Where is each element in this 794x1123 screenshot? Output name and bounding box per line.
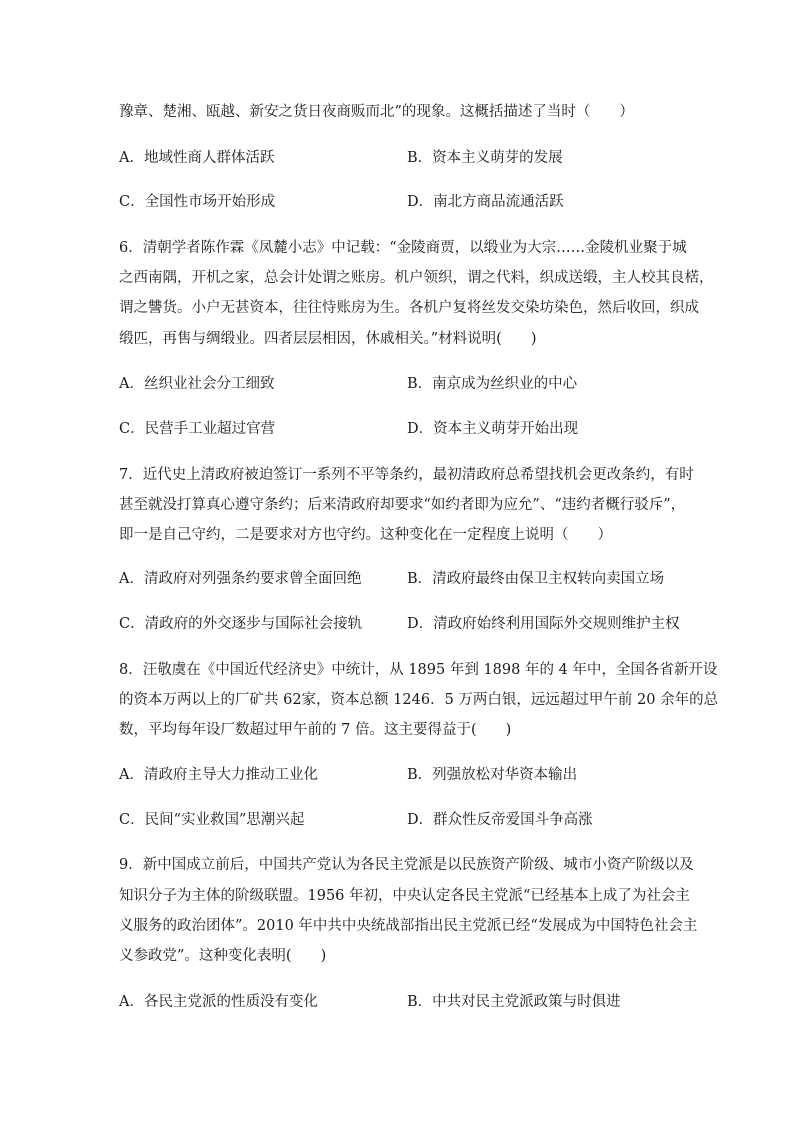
- q8-option-c: C．民间“实业救国”思潮兴起: [119, 812, 305, 828]
- q7-stem-line-3: 即一是自己守约，二是要求对方也守约。这种变化在一定程度上说明（ ）: [119, 527, 612, 543]
- q5-stem-tail: 豫章、楚湘、瓯越、新安之货日夜商贩而北”的现象。这概括描述了当时（ ）: [119, 104, 634, 120]
- q5-option-d: D．南北方商品流通活跃: [407, 194, 564, 210]
- q6-option-d: D．资本主义萌芽开始出现: [407, 421, 579, 437]
- q7-stem-line-2: 甚至就没打算真心遵守条约；后来清政府却要求“如约者即为应允”、“违约者概行驳斥”，: [119, 497, 686, 513]
- q9-stem-line-2: 知识分子为主体的阶级联盟。1956 年初，中央认定各民主党派“已经基本上成了为社会主: [119, 888, 690, 904]
- q8-option-d: D．群众性反帝爱国斗争高涨: [407, 812, 593, 828]
- q9-option-b: B．中共对民主党派政策与时俱进: [407, 994, 621, 1010]
- q5-option-a: A．地域性商人群体活跃: [119, 150, 275, 166]
- q6-option-a: A．丝织业社会分工细致: [119, 376, 275, 392]
- q6-stem-line-3: 谓之讐货。小户无甚资本，往往恃账房为生。各机户复将丝发交染坊染色，然后收回，织成: [119, 300, 699, 316]
- q7-option-b: B．清政府最终由保卫主权转向卖国立场: [407, 571, 665, 587]
- q9-stem-line-4: 义参政党”。这种变化表明( ): [119, 948, 327, 964]
- q6-option-b: B．南京成为丝织业的中心: [407, 376, 578, 392]
- q8-stem-line-1: 8．汪敬虞在《中国近代经济史》中统计，从 1895 年到 1898 年的 4 年中，全国各省新开设: [119, 662, 718, 678]
- q5-option-c: C．全国性市场开始形成: [119, 194, 276, 210]
- q7-option-d: D．清政府始终利用国际外交规则维护主权: [407, 616, 680, 632]
- q9-stem-line-1: 9．新中国成立前后，中国共产党认为各民主党派是以民族资产阶级、城市小资产阶级以及: [119, 857, 694, 873]
- q7-option-c: C．清政府的外交逐步与国际社会接轨: [119, 616, 363, 632]
- q7-stem-line-1: 7．近代史上清政府被迫签订一系列不平等条约，最初清政府总希望找机会更改条约，有时: [119, 467, 694, 483]
- q8-option-b: B．列强放松对华资本输出: [407, 767, 578, 783]
- q6-stem-line-4: 缎匹，再售与绸缎业。四者层层相因，休戚相关。”材料说明( ): [119, 331, 537, 347]
- q7-option-a: A．清政府对列强条约要求曾全面回绝: [119, 571, 362, 587]
- q5-option-b: B．资本主义萌芽的发展: [407, 150, 563, 166]
- q8-stem-line-3: 数，平均每年设厂数超过甲午前的 7 倍。这主要得益于( ): [119, 722, 512, 738]
- q8-option-a: A．清政府主导大力推动工业化: [119, 767, 318, 783]
- q8-stem-line-2: 的资本万两以上的厂矿共 62家，资本总额 1246．5 万两白银，远远超过甲午前 20 余年的总: [119, 692, 719, 708]
- q9-stem-line-3: 义服务的政治团体”。2010 年中共中央统战部指出民主党派已经“发展成为中国特色社会主: [119, 918, 698, 934]
- q6-option-c: C．民营手工业超过官营: [119, 421, 276, 437]
- q6-stem-line-1: 6．清朝学者陈作霖《凤麓小志》中记载：“金陵商贾，以缎业为大宗……金陵机业聚于城: [119, 240, 687, 256]
- q9-option-a: A．各民主党派的性质没有变化: [119, 994, 318, 1010]
- q6-stem-line-2: 之西南隅，开机之家，总会计处谓之账房。机户领织，谓之代料，织成送缎，主人校其良楛，: [119, 270, 714, 286]
